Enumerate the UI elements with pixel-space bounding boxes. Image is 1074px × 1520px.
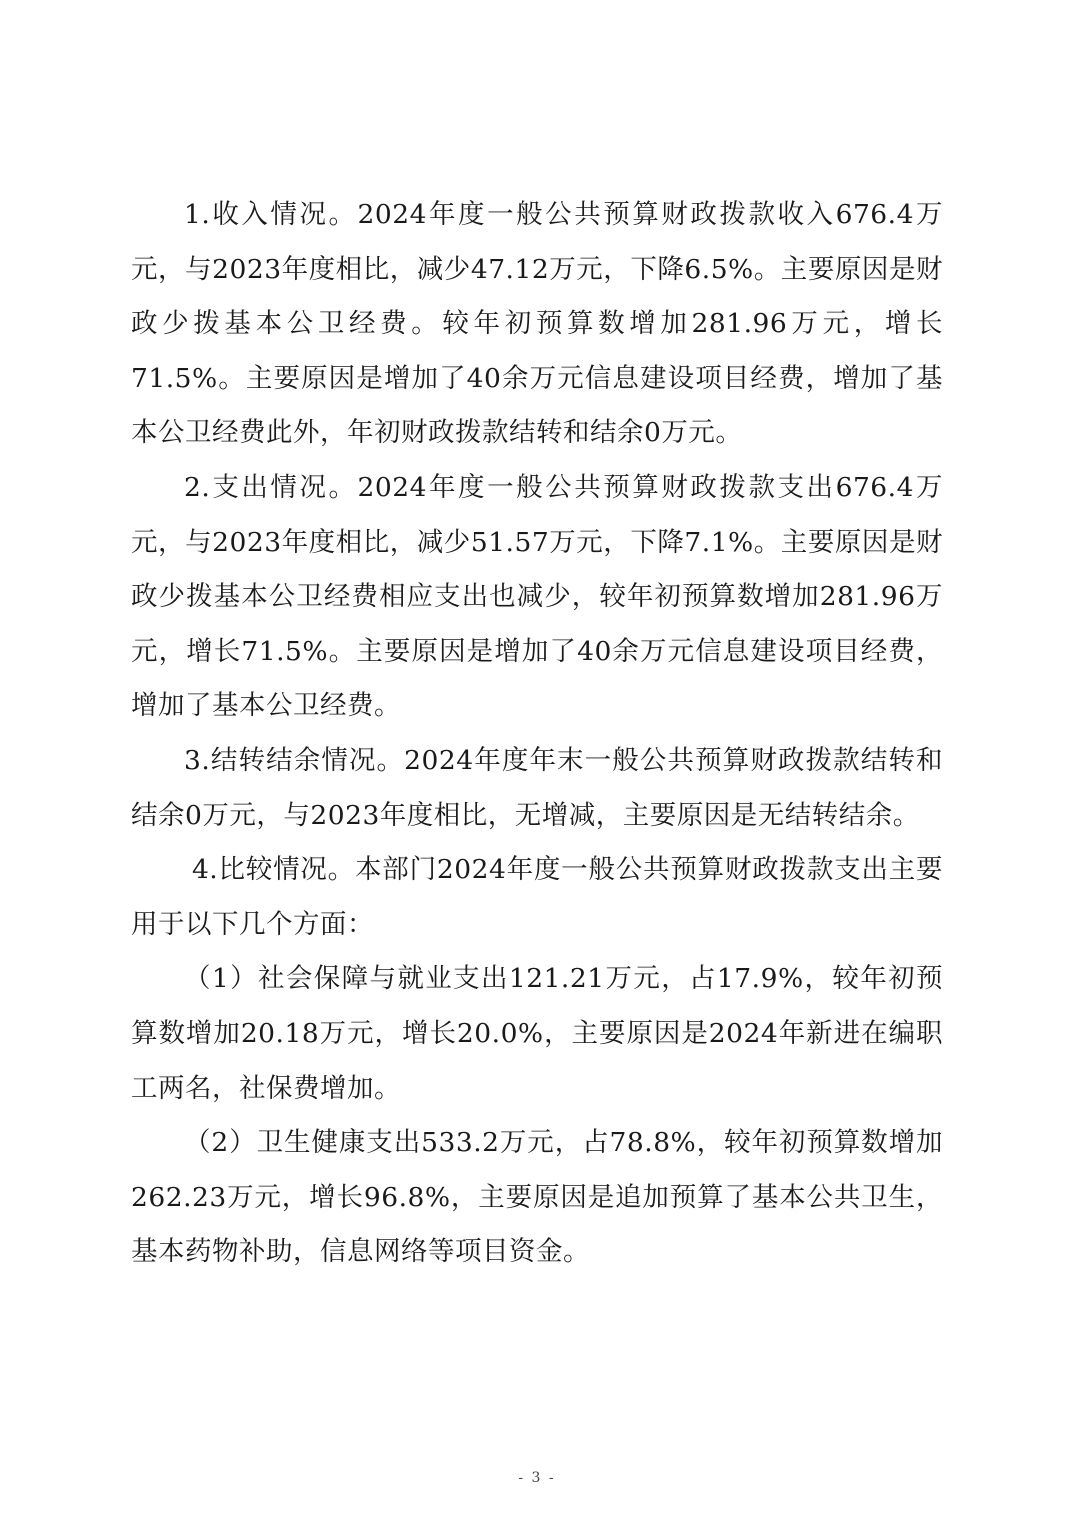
document-body (131, 188, 943, 1280)
paragraph-income: 1.收入情况。2024年度一般公共预算财政拨款收入676.4万元，与2023年度相比，减少47.12万元，下降6.5%。主要原因是财政少拨基本公卫经费。较年初预算数增加281.96万元，增长71.5%。主要原因是增加了40余万元信息建设项目经费，增加了基本公卫经费此外，年初财政拨款结转和结余0万元。 (131, 199, 943, 449)
paragraph-social-security: （1）社会保障与就业支出121.21万元，占17.9%，较年初预算数增加20.18万元，增长20.0%，主要原因是2024年新进在编职工两名，社保费增加。 (131, 963, 943, 1104)
paragraph-expenditure: 2.支出情况。2024年度一般公共预算财政拨款支出676.4万元，与2023年度相比，减少51.57万元，下降7.1%。主要原因是财政少拨基本公卫经费相应支出也减少，较年初预算数增加281.96万元，增长71.5%。主要原因是增加了40余万元信息建设项目经费，增加了基本公卫经费。 (131, 471, 943, 722)
paragraph-carryover: 3.结转结余情况。2024年度年末一般公共预算财政拨款结转和结余0万元，与2023年度相比，无增减，主要原因是无结转结余。 (131, 744, 943, 831)
paragraph-comparison: 4.比较情况。本部门2024年度一般公共预算财政拨款支出主要用于以下几个方面： (131, 854, 943, 940)
paragraph-health: （2）卫生健康支出533.2万元，占78.8%，较年初预算数增加262.23万元，增长96.8%，主要原因是追加预算了基本公共卫生，基本药物补助，信息网络等项目资金。 (131, 1127, 943, 1268)
page-number: - 3 - (518, 1470, 556, 1486)
